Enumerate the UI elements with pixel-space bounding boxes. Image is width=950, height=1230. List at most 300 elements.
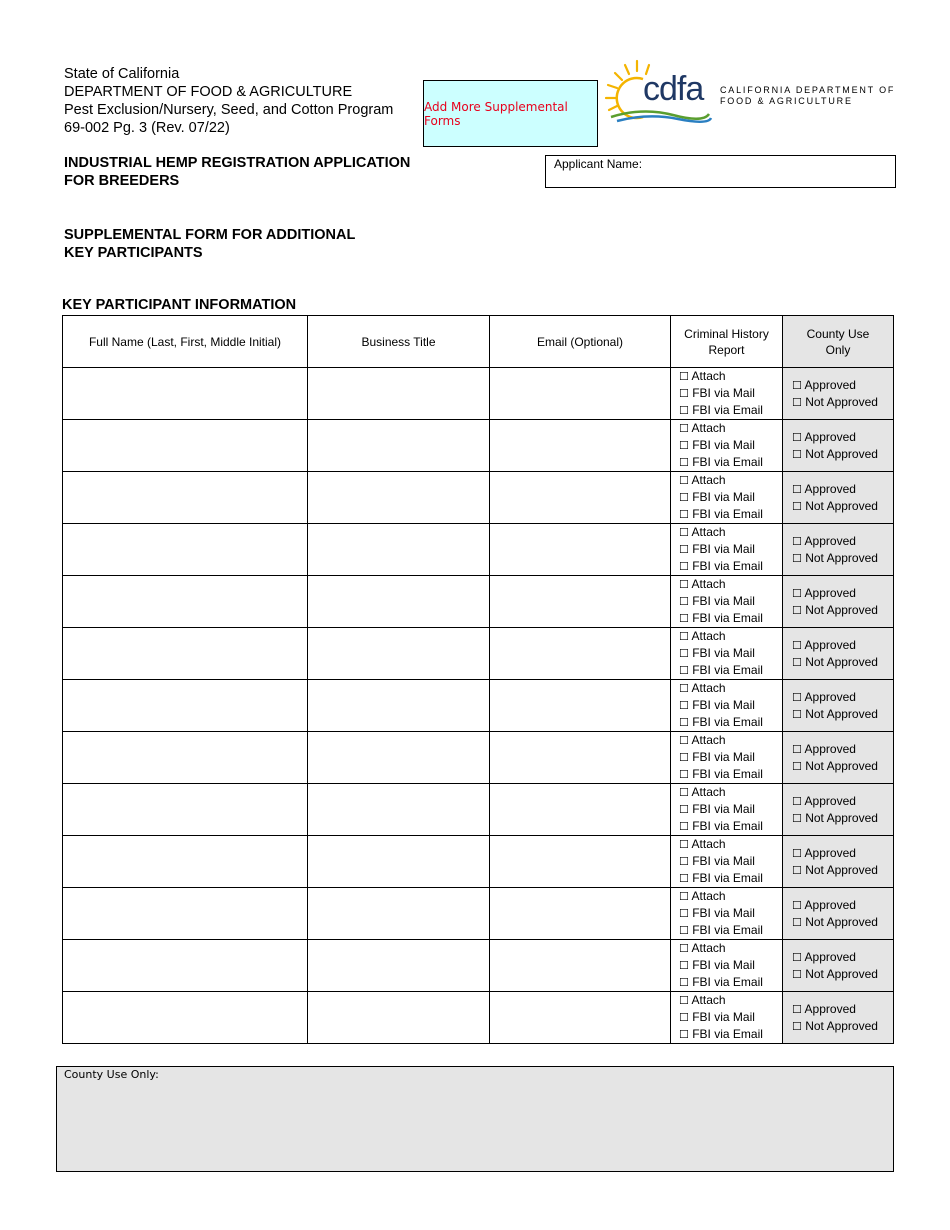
email-cell[interactable] [490,628,671,680]
county-option[interactable] [783,706,893,723]
criminal-option[interactable] [671,645,782,662]
checkbox-icon[interactable]: ☐ [679,439,689,452]
criminal-option-label: FBI via Email [692,1027,763,1041]
criminal-option[interactable] [671,472,782,489]
checkbox-icon[interactable]: ☐ [792,378,802,392]
checkbox-icon[interactable]: ☐ [679,907,689,920]
checkbox-icon[interactable]: ☐ [679,734,689,747]
criminal-option[interactable] [671,1026,782,1043]
criminal-option-label: FBI via Mail [692,802,755,816]
criminal-option-label: Attach [691,473,726,487]
full-name-cell[interactable] [63,472,308,524]
criminal-option[interactable] [671,801,782,818]
criminal-option[interactable] [671,888,782,905]
full-name-cell[interactable] [63,732,308,784]
table-row [63,992,894,1044]
county-option-label: Approved [804,637,856,652]
criminal-option[interactable] [671,957,782,974]
business-title-cell[interactable] [308,368,490,420]
email-cell[interactable] [490,368,671,420]
criminal-option-label: Attach [691,421,726,435]
county-option[interactable] [783,429,893,446]
logo-text-line1: CALIFORNIA DEPARTMENT OF [720,85,896,95]
checkbox-icon[interactable]: ☐ [679,682,689,695]
header-email: Email (Optional) [490,316,671,368]
county-option-label: Approved [804,741,856,756]
email-cell[interactable] [490,992,671,1044]
criminal-option[interactable] [671,714,782,731]
criminal-option[interactable] [671,784,782,801]
criminal-option-label: FBI via Mail [692,1010,755,1024]
county-option[interactable] [783,585,893,602]
checkbox-icon[interactable]: ☐ [792,759,802,773]
criminal-history-cell [671,680,783,732]
criminal-option-label: Attach [691,629,726,643]
add-supplemental-forms-label: Add More Supplemental Forms [424,99,568,128]
county-option[interactable] [783,741,893,758]
header-line-form-number: 69-002 Pg. 3 (Rev. 07/22) [64,120,230,136]
county-approval-cell [783,836,894,888]
criminal-option[interactable] [671,610,782,627]
full-name-cell[interactable] [63,420,308,472]
checkbox-icon[interactable]: ☐ [792,742,802,756]
criminal-option[interactable] [671,870,782,887]
county-option-label: Approved [804,377,856,392]
business-title-cell[interactable] [308,732,490,784]
section-title: KEY PARTICIPANT INFORMATION [62,297,297,313]
email-cell[interactable] [490,576,671,628]
checkbox-icon[interactable]: ☐ [679,699,689,712]
county-approval-cell [783,628,894,680]
criminal-option[interactable] [671,836,782,853]
checkbox-icon[interactable]: ☐ [792,950,802,964]
county-option-label: Not Approved [805,654,878,669]
county-option-label: Not Approved [805,810,878,825]
county-approval-cell [783,368,894,420]
email-cell[interactable] [490,680,671,732]
criminal-option[interactable] [671,454,782,471]
checkbox-icon[interactable]: ☐ [679,508,689,521]
checkbox-icon[interactable]: ☐ [679,1011,689,1024]
table-row [63,680,894,732]
criminal-option-label: FBI via Email [692,767,763,781]
business-title-cell[interactable] [308,420,490,472]
criminal-history-cell [671,784,783,836]
header-county-line1: County Use [806,326,870,341]
criminal-option-label: FBI via Email [692,559,763,573]
criminal-option-label: FBI via Email [692,403,763,417]
checkbox-icon[interactable]: ☐ [679,456,689,469]
checkbox-icon[interactable]: ☐ [792,898,802,912]
full-name-cell[interactable] [63,628,308,680]
checkbox-icon[interactable]: ☐ [792,482,802,496]
criminal-option[interactable] [671,628,782,645]
county-approval-cell [783,420,894,472]
checkbox-icon[interactable]: ☐ [679,578,689,591]
criminal-history-cell [671,628,783,680]
checkbox-icon[interactable]: ☐ [792,534,802,548]
checkbox-icon[interactable]: ☐ [679,404,689,417]
business-title-cell[interactable] [308,524,490,576]
county-option[interactable] [783,498,893,515]
checkbox-icon[interactable]: ☐ [792,690,802,704]
checkbox-icon[interactable]: ☐ [679,751,689,764]
criminal-option-label: FBI via Email [692,819,763,833]
checkbox-icon[interactable]: ☐ [792,707,802,721]
checkbox-icon[interactable]: ☐ [679,872,689,885]
criminal-option-label: Attach [691,577,726,591]
table-row [63,888,894,940]
header-business-title: Business Title [308,316,490,368]
criminal-history-cell [671,992,783,1044]
criminal-option[interactable] [671,732,782,749]
applicant-name-field[interactable] [545,155,896,188]
criminal-option-label: FBI via Mail [692,438,755,452]
checkbox-icon[interactable]: ☐ [792,395,802,409]
criminal-option[interactable] [671,853,782,870]
criminal-option[interactable] [671,558,782,575]
criminal-option-label: FBI via Email [692,923,763,937]
county-option[interactable] [783,394,893,411]
checkbox-icon[interactable]: ☐ [679,612,689,625]
checkbox-icon[interactable]: ☐ [679,855,689,868]
criminal-option-label: FBI via Email [692,455,763,469]
full-name-cell[interactable] [63,784,308,836]
table-row [63,784,894,836]
criminal-option-label: FBI via Mail [692,386,755,400]
header-line-department: DEPARTMENT OF FOOD & AGRICULTURE [64,84,353,100]
criminal-history-cell [671,836,783,888]
header-criminal-line1: Criminal History [684,326,769,341]
checkbox-icon[interactable]: ☐ [679,959,689,972]
criminal-option-label: Attach [691,733,726,747]
criminal-option-label: FBI via Email [692,663,763,677]
county-option-label: Approved [804,949,856,964]
checkbox-icon[interactable]: ☐ [792,586,802,600]
header-line-program: Pest Exclusion/Nursery, Seed, and Cotton Program [64,102,394,118]
criminal-option[interactable] [671,749,782,766]
county-option-label: Not Approved [805,1018,878,1033]
email-cell[interactable] [490,472,671,524]
county-option[interactable] [783,949,893,966]
checkbox-icon[interactable]: ☐ [679,647,689,660]
business-title-cell[interactable] [308,836,490,888]
criminal-history-cell [671,940,783,992]
checkbox-icon[interactable]: ☐ [679,491,689,504]
checkbox-icon[interactable]: ☐ [792,430,802,444]
table-row [63,368,894,420]
cdfa-logo [603,57,903,127]
checkbox-icon[interactable]: ☐ [679,474,689,487]
header-criminal-line2: Report [708,342,745,357]
criminal-option-label: FBI via Mail [692,698,755,712]
checkbox-icon[interactable]: ☐ [679,664,689,677]
county-approval-cell [783,472,894,524]
criminal-option[interactable] [671,766,782,783]
criminal-option[interactable] [671,541,782,558]
checkbox-icon[interactable]: ☐ [679,803,689,816]
criminal-option-label: FBI via Email [692,975,763,989]
checkbox-icon[interactable]: ☐ [792,967,802,981]
county-option[interactable] [783,446,893,463]
checkbox-icon[interactable]: ☐ [792,638,802,652]
business-title-cell[interactable] [308,680,490,732]
checkbox-icon[interactable]: ☐ [792,846,802,860]
email-cell[interactable] [490,784,671,836]
checkbox-icon[interactable]: ☐ [679,387,689,400]
checkbox-icon[interactable]: ☐ [679,422,689,435]
form-title [64,154,410,190]
county-option-label: Approved [804,481,856,496]
county-option[interactable] [783,1018,893,1035]
criminal-option-label: FBI via Email [692,611,763,625]
business-title-cell[interactable] [308,784,490,836]
county-approval-cell [783,888,894,940]
county-option[interactable] [783,654,893,671]
criminal-history-cell [671,420,783,472]
criminal-option[interactable] [671,524,782,541]
county-option-label: Approved [804,689,856,704]
county-option-label: Not Approved [805,758,878,773]
criminal-option-label: Attach [691,889,726,903]
checkbox-icon[interactable]: ☐ [792,811,802,825]
business-title-cell[interactable] [308,940,490,992]
county-option-label: Approved [804,897,856,912]
table-row [63,628,894,680]
county-option[interactable] [783,897,893,914]
checkbox-icon[interactable]: ☐ [679,560,689,573]
criminal-option[interactable] [671,368,782,385]
county-option[interactable] [783,914,893,931]
criminal-option-label: Attach [691,941,726,955]
county-option[interactable] [783,1001,893,1018]
criminal-option-label: Attach [691,993,726,1007]
county-approval-cell [783,732,894,784]
full-name-cell[interactable] [63,888,308,940]
criminal-option[interactable] [671,680,782,697]
checkbox-icon[interactable]: ☐ [792,447,802,461]
criminal-option[interactable] [671,940,782,957]
header-full-name: Full Name (Last, First, Middle Initial) [63,316,308,368]
key-participant-table [62,315,894,1044]
county-use-only-box[interactable] [56,1066,894,1172]
email-cell[interactable] [490,524,671,576]
checkbox-icon[interactable]: ☐ [679,716,689,729]
header-criminal-history [671,316,783,368]
checkbox-icon[interactable]: ☐ [679,942,689,955]
criminal-option-label: FBI via Mail [692,542,755,556]
checkbox-icon[interactable]: ☐ [679,786,689,799]
criminal-option[interactable] [671,1009,782,1026]
criminal-option[interactable] [671,420,782,437]
checkbox-icon[interactable]: ☐ [679,838,689,851]
county-approval-cell [783,992,894,1044]
business-title-cell[interactable] [308,472,490,524]
checkbox-icon[interactable]: ☐ [792,551,802,565]
county-option-label: Not Approved [805,862,878,877]
checkbox-icon[interactable]: ☐ [792,794,802,808]
checkbox-icon[interactable]: ☐ [679,370,689,383]
criminal-option-label: FBI via Mail [692,906,755,920]
business-title-cell[interactable] [308,628,490,680]
county-option-label: Not Approved [805,550,878,565]
county-approval-cell [783,680,894,732]
checkbox-icon[interactable]: ☐ [679,526,689,539]
checkbox-icon[interactable]: ☐ [679,994,689,1007]
form-title-line1: INDUSTRIAL HEMP REGISTRATION APPLICATION [64,155,411,171]
criminal-option-label: FBI via Mail [692,490,755,504]
county-option-label: Approved [804,429,856,444]
county-option-label: Not Approved [805,394,878,409]
checkbox-icon[interactable]: ☐ [679,768,689,781]
county-option[interactable] [783,602,893,619]
checkbox-icon[interactable]: ☐ [679,543,689,556]
criminal-option-label: FBI via Mail [692,750,755,764]
county-approval-cell [783,524,894,576]
county-option-label: Approved [804,585,856,600]
county-option-label: Not Approved [805,914,878,929]
county-approval-cell [783,576,894,628]
full-name-cell[interactable] [63,368,308,420]
criminal-history-cell [671,368,783,420]
county-option[interactable] [783,689,893,706]
criminal-option[interactable] [671,489,782,506]
county-option-label: Approved [804,845,856,860]
table-row [63,940,894,992]
email-cell[interactable] [490,420,671,472]
county-option[interactable] [783,810,893,827]
checkbox-icon[interactable]: ☐ [792,915,802,929]
supplemental-title [64,226,355,262]
county-option[interactable] [783,758,893,775]
criminal-option[interactable] [671,506,782,523]
criminal-history-cell [671,576,783,628]
county-option[interactable] [783,637,893,654]
county-use-only-label: County Use Only: [64,1068,159,1081]
criminal-option[interactable] [671,593,782,610]
county-option-label: Not Approved [805,602,878,617]
checkbox-icon[interactable]: ☐ [679,924,689,937]
county-option-label: Not Approved [805,446,878,461]
criminal-option[interactable] [671,922,782,939]
criminal-option-label: Attach [691,525,726,539]
county-option-label: Not Approved [805,706,878,721]
checkbox-icon[interactable]: ☐ [679,595,689,608]
criminal-option[interactable] [671,385,782,402]
criminal-option-label: FBI via Email [692,871,763,885]
checkbox-icon[interactable]: ☐ [679,976,689,989]
checkbox-icon[interactable]: ☐ [792,1019,802,1033]
criminal-option-label: FBI via Email [692,507,763,521]
criminal-option-label: Attach [691,369,726,383]
county-option[interactable] [783,550,893,567]
full-name-cell[interactable] [63,836,308,888]
checkbox-icon[interactable]: ☐ [792,655,802,669]
county-option[interactable] [783,966,893,983]
checkbox-icon[interactable]: ☐ [679,820,689,833]
header-county-line2: Only [825,342,851,357]
checkbox-icon[interactable]: ☐ [679,1028,689,1041]
criminal-option[interactable] [671,905,782,922]
criminal-option[interactable] [671,992,782,1009]
form-title-line2: FOR BREEDERS [64,173,180,189]
criminal-history-cell [671,472,783,524]
criminal-option[interactable] [671,576,782,593]
checkbox-icon[interactable]: ☐ [792,863,802,877]
criminal-option-label: Attach [691,681,726,695]
checkbox-icon[interactable]: ☐ [679,890,689,903]
add-supplemental-forms-button[interactable] [423,80,598,147]
county-option-label: Approved [804,533,856,548]
checkbox-icon[interactable]: ☐ [792,603,802,617]
applicant-name-label: Applicant Name: [554,157,643,171]
county-option-label: Not Approved [805,498,878,513]
criminal-option[interactable] [671,437,782,454]
criminal-history-cell [671,732,783,784]
county-option[interactable] [783,377,893,394]
criminal-option-label: FBI via Mail [692,958,755,972]
criminal-option-label: FBI via Mail [692,646,755,660]
table-row [63,420,894,472]
criminal-history-cell [671,524,783,576]
criminal-option[interactable] [671,662,782,679]
table-header-row [63,316,894,368]
business-title-cell[interactable] [308,576,490,628]
checkbox-icon[interactable]: ☐ [792,1002,802,1016]
criminal-history-cell [671,888,783,940]
table-row [63,472,894,524]
table-row [63,524,894,576]
county-option[interactable] [783,845,893,862]
county-option[interactable] [783,793,893,810]
table-row [63,836,894,888]
criminal-option[interactable] [671,818,782,835]
county-option[interactable] [783,481,893,498]
full-name-cell[interactable] [63,524,308,576]
full-name-cell[interactable] [63,992,308,1044]
form-header [64,65,393,137]
county-option[interactable] [783,862,893,879]
full-name-cell[interactable] [63,680,308,732]
county-approval-cell [783,940,894,992]
supplemental-title-line2: KEY PARTICIPANTS [64,245,203,261]
criminal-option-label: Attach [691,837,726,851]
criminal-option[interactable] [671,697,782,714]
email-cell[interactable] [490,940,671,992]
business-title-cell[interactable] [308,992,490,1044]
full-name-cell[interactable] [63,576,308,628]
county-approval-cell [783,784,894,836]
header-line-state: State of California [64,66,180,82]
email-cell[interactable] [490,732,671,784]
criminal-option-label: FBI via Mail [692,854,755,868]
email-cell[interactable] [490,888,671,940]
full-name-cell[interactable] [63,940,308,992]
email-cell[interactable] [490,836,671,888]
criminal-option-label: Attach [691,785,726,799]
criminal-option[interactable] [671,402,782,419]
header-county-use [783,316,894,368]
checkbox-icon[interactable]: ☐ [792,499,802,513]
county-option[interactable] [783,533,893,550]
county-option-label: Not Approved [805,966,878,981]
checkbox-icon[interactable]: ☐ [679,630,689,643]
supplemental-title-line1: SUPPLEMENTAL FORM FOR ADDITIONAL [64,227,356,243]
criminal-option[interactable] [671,974,782,991]
table-row [63,576,894,628]
county-option-label: Approved [804,1001,856,1016]
business-title-cell[interactable] [308,888,490,940]
